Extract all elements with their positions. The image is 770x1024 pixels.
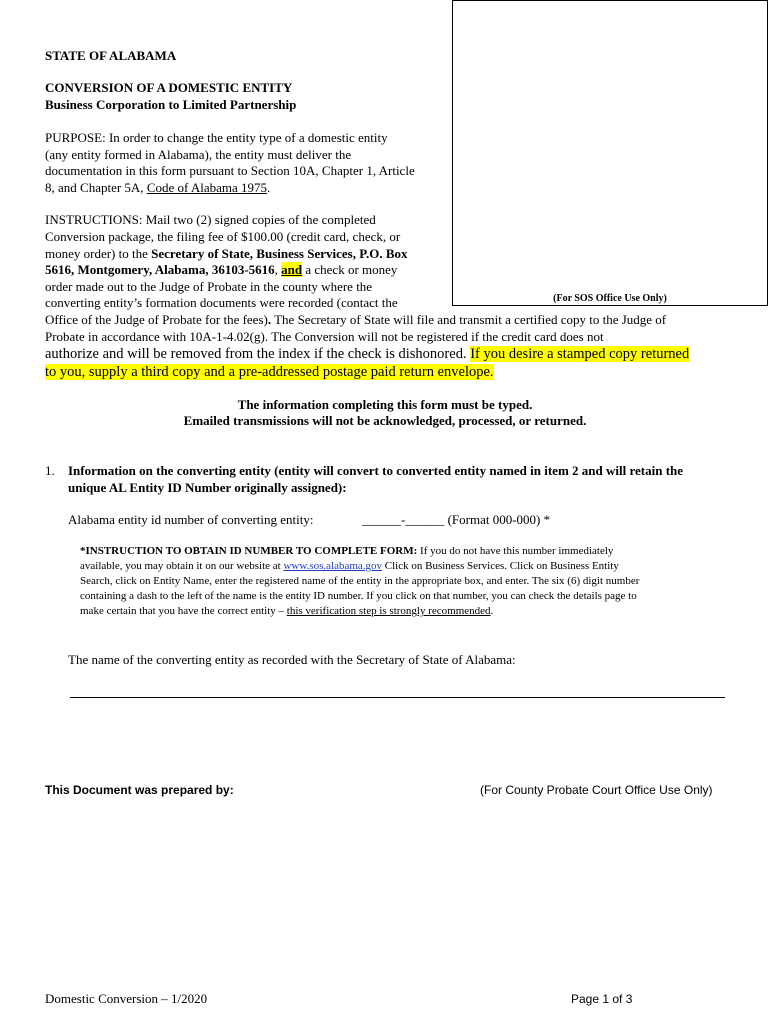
id-instruction-text: Click on Business Services. Click on Business Entity [382, 560, 619, 572]
entity-id-label: Alabama entity id number of converting entity: [68, 512, 314, 527]
prepared-by-label: This Document was prepared by: [45, 783, 234, 797]
code-of-alabama-reference: Code of Alabama 1975 [146, 180, 268, 195]
instructions-line-4 [45, 262, 397, 278]
stamped-copy-highlight-cont: to you, supply a third copy and a pre-addressed postage paid return envelope. [45, 364, 494, 380]
instructions-line-5: order made out to the Judge of Probate in the county where the [45, 279, 373, 294]
instructions-line-9 [45, 345, 689, 363]
id-instruction-text: make certain that you have the correct entity – [80, 605, 287, 617]
sos-address: Secretary of State, Business Services, P.O. Box [151, 246, 408, 261]
id-instruction-line-1 [80, 544, 613, 559]
comma: , [274, 262, 282, 277]
instructions-text: Office of the Judge of Probate for the fees) [45, 312, 268, 327]
instructions-text: authorize and will be removed from the index if the check is dishonored. [45, 346, 471, 362]
verification-recommendation: this verification step is strongly recommended [286, 605, 491, 617]
stamped-copy-highlight: If you desire a stamped copy returned [470, 346, 690, 362]
purpose-line-3: documentation in this form pursuant to Section 10A, Chapter 1, Article [45, 163, 415, 178]
instructions-text: The Secretary of State will file and transmit a certified copy to the Judge of [271, 312, 667, 327]
instructions-line-8: Probate in accordance with 10A-1-4.02(g). The Conversion will not be registered if the credit card does not [45, 329, 604, 344]
id-instruction-line-5 [80, 604, 493, 619]
entity-id-field[interactable]: ______-______ (Format 000-000) * [362, 512, 551, 527]
county-office-use-label: (For County Probate Court Office Use Only) [480, 783, 713, 797]
form-title: CONVERSION OF A DOMESTIC ENTITY [45, 80, 293, 95]
sos-office-use-box [452, 0, 768, 306]
purpose-line-2: (any entity formed in Alabama), the entity must deliver the [45, 147, 352, 162]
purpose-text: 8, and Chapter 5A, [45, 180, 147, 195]
id-instruction-heading: *INSTRUCTION TO OBTAIN ID NUMBER TO COMPLETE FORM: [80, 545, 418, 557]
sos-office-use-label: (For SOS Office Use Only) [553, 293, 667, 304]
id-instruction-text: available, you may obtain it on our website at [80, 560, 284, 572]
entity-name-label: The name of the converting entity as recorded with the Secretary of State of Alabama: [68, 652, 516, 667]
instructions-text: money order) to the [45, 246, 152, 261]
item1-heading: Information on the converting entity (entity will convert to converted entity named in item 2 and will retain the [68, 463, 684, 478]
purpose-period: . [267, 180, 271, 195]
instructions-line-10 [45, 363, 494, 381]
state-heading: STATE OF ALABAMA [45, 48, 177, 63]
id-instruction-text: If you do not have this number immediately [417, 545, 614, 557]
email-notice: Emailed transmissions will not be acknowledged, processed, or returned. [183, 413, 587, 428]
sos-address-cont: 5616, Montgomery, Alabama, 36103-5616 [45, 262, 275, 277]
footer-form-id: Domestic Conversion – 1/2020 [45, 991, 208, 1006]
instructions-line-1: INSTRUCTIONS: Mail two (2) signed copies of the completed [45, 212, 376, 227]
purpose-line-1: PURPOSE: In order to change the entity type of a domestic entity [45, 130, 388, 145]
instructions-line-2: Conversion package, the filing fee of $100.00 (credit card, check, or [45, 229, 401, 244]
item-number: 1. [45, 463, 55, 478]
id-instruction-line-2 [80, 559, 619, 574]
and-highlight: and [281, 262, 303, 277]
footer-page-number: Page 1 of 3 [571, 992, 633, 1006]
item1-heading-cont: unique AL Entity ID Number originally assigned): [68, 480, 347, 495]
instructions-line-3 [45, 246, 408, 262]
form-subtitle: Business Corporation to Limited Partnership [45, 97, 297, 112]
sos-website-link[interactable]: www.sos.alabama.gov [283, 560, 383, 572]
instructions-line-7 [45, 312, 666, 328]
instructions-text: a check or money [302, 262, 398, 277]
id-instruction-period: . [490, 605, 494, 617]
typed-notice: The information completing this form must be typed. [237, 397, 533, 412]
purpose-line-4 [45, 180, 270, 196]
id-instruction-line-3: Search, click on Entity Name, enter the registered name of the entity in the appropriate box, and enter. The six (6) digit number [80, 575, 640, 587]
bold-period: . [267, 312, 272, 327]
instructions-line-6: converting entity’s formation documents were recorded (contact the [45, 295, 398, 310]
id-instruction-line-4: containing a dash to the left of the name is the entity ID number. If you click on that number, you can check the details page to [80, 590, 637, 602]
entity-name-input-line[interactable] [70, 697, 725, 698]
